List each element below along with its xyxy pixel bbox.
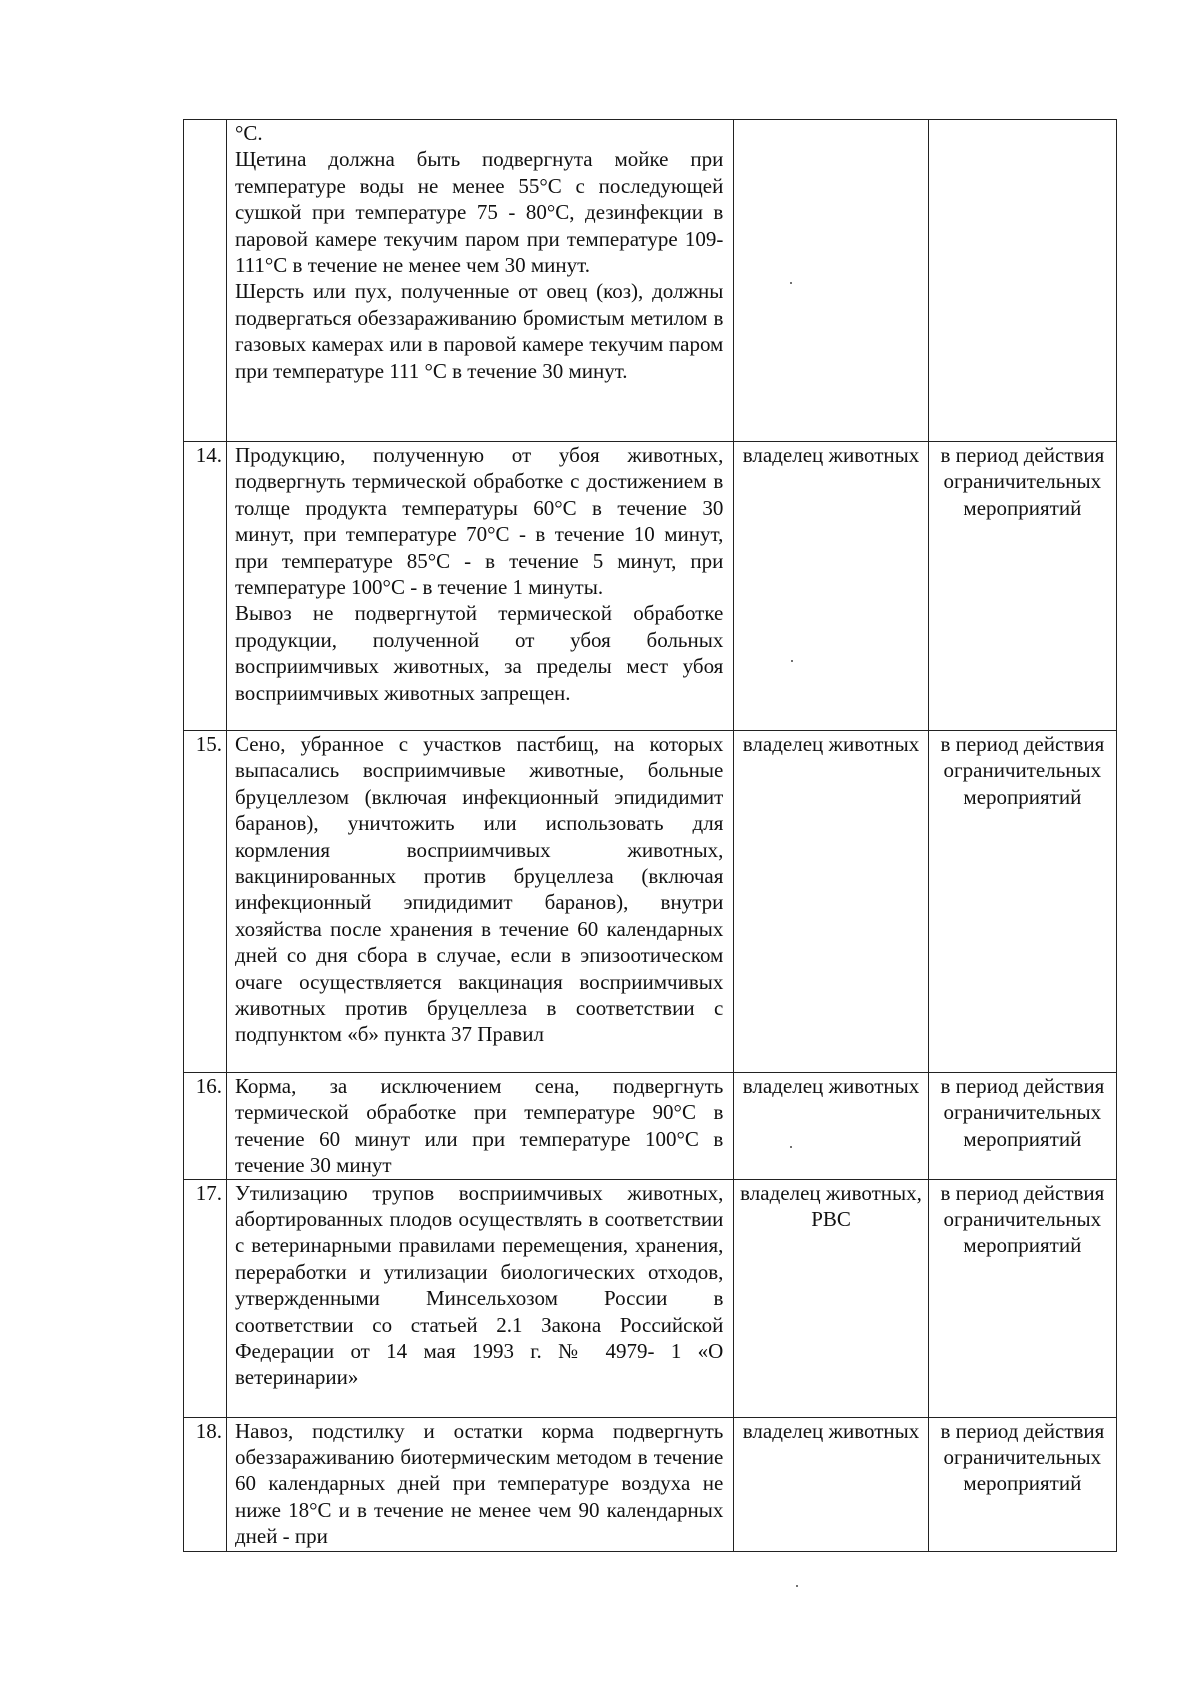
- table-row: [184, 1179, 1117, 1417]
- term-cell: в период действия ограничительных мероприятий: [928, 731, 1116, 1073]
- table-row: [184, 120, 1117, 442]
- measure-cell: [226, 1179, 733, 1417]
- row-number: 17.: [184, 1179, 227, 1417]
- responsible-cell: владелец животных: [734, 1073, 928, 1180]
- measure-cell: [226, 120, 733, 442]
- measure-paragraph: Шерсть или пух, полученные от овец (коз), должны подвергаться обеззараживанию бромистым метилом в газовых камерах или в паровой камере текучим паром при температуре 111 °С в течение 30 минут.: [234, 279, 724, 383]
- responsible-cell: владелец животных, РВС: [734, 1179, 928, 1417]
- term-cell: [928, 120, 1116, 442]
- measures-table: [183, 119, 1117, 1552]
- term-cell: в период действия ограничительных мероприятий: [928, 442, 1116, 731]
- scan-speck: [791, 660, 793, 662]
- measure-paragraph: Продукцию, полученную от убоя животных, подвергнуть термической обработке с достижением в толще продукта температуры 60°С в течение 30 минут, при температуре 70°С - в течение 10 минут, при температуре 85°С - в течение 5 минут, при температуре 100°С - в течение 1 минуты.: [234, 443, 724, 600]
- row-number: 15.: [184, 731, 227, 1073]
- scan-speck: [796, 1585, 798, 1587]
- measure-cell: [226, 442, 733, 731]
- table-row: [184, 1417, 1117, 1551]
- term-cell: в период действия ограничительных мероприятий: [928, 1417, 1116, 1551]
- row-number: 14.: [184, 442, 227, 731]
- measure-paragraph: Щетина должна быть подвергнута мойке при температуре воды не менее 55°С с последующей сушкой при температуре 75 - 80°С, дезинфекции в паровой камере текучим паром при температуре 109-111°С в течение не менее чем 30 минут.: [234, 147, 724, 278]
- measure-cell: [226, 1073, 733, 1180]
- table-row: [184, 1073, 1117, 1180]
- measure-paragraph: Вывоз не подвергнутой термической обработке продукции, полученной от убоя больных восприимчивых животных, за пределы мест убоя восприимчивых животных запрещен.: [234, 601, 724, 705]
- measure-paragraph: Утилизацию трупов восприимчивых животных, абортированных плодов осуществлять в соответствии с ветеринарными правилами перемещения, хранения, переработки и утилизации биологических отходов, утвержденными Минсельхозом России в соответствии со статьей 2.1 Закона Российской Федерации от 14 мая 1993 г. № 4979- 1 «О ветеринарии»: [234, 1180, 724, 1390]
- measure-paragraph: Сено, убранное с участков пастбищ, на которых выпасались восприимчивые животные, больные бруцеллезом (включая инфекционный эпидидимит баранов), уничтожить или использовать для кормления восприимчивых животных, вакцинированных против бруцеллеза (включая инфекционный эпидидимит баранов), внутри хозяйства после хранения в течение 60 календарных дней со дня сбора в случае, если в эпизоотическом очаге осуществляется вакцинация восприимчивых животных против бруцеллеза в соответствии с подпунктом «б» пункта 37 Правил: [234, 732, 724, 1047]
- table-row: [184, 442, 1117, 731]
- table-row: [184, 731, 1117, 1073]
- responsible-cell: владелец животных: [734, 731, 928, 1073]
- responsible-cell: [734, 120, 928, 442]
- term-cell: в период действия ограничительных мероприятий: [928, 1073, 1116, 1180]
- measure-paragraph: Корма, за исключением сена, подвергнуть термической обработке при температуре 90°С в течение 60 минут или при температуре 100°С в течение 30 минут: [234, 1074, 724, 1178]
- measure-cell: [226, 731, 733, 1073]
- row-number: [184, 120, 227, 442]
- measure-paragraph: °С.: [234, 121, 263, 145]
- responsible-cell: владелец животных: [734, 442, 928, 731]
- scan-speck: [790, 1146, 792, 1148]
- row-number: 18.: [184, 1417, 227, 1551]
- responsible-cell: владелец животных: [734, 1417, 928, 1551]
- scan-speck: [790, 282, 792, 284]
- measure-cell: [226, 1417, 733, 1551]
- term-cell: в период действия ограничительных мероприятий: [928, 1179, 1116, 1417]
- row-number: 16.: [184, 1073, 227, 1180]
- measure-paragraph: Навоз, подстилку и остатки корма подвергнуть обеззараживанию биотермическим методом в течение 60 календарных дней при температуре воздуха не ниже 18°С и в течение не менее чем 90 календарных дней - при: [234, 1418, 724, 1549]
